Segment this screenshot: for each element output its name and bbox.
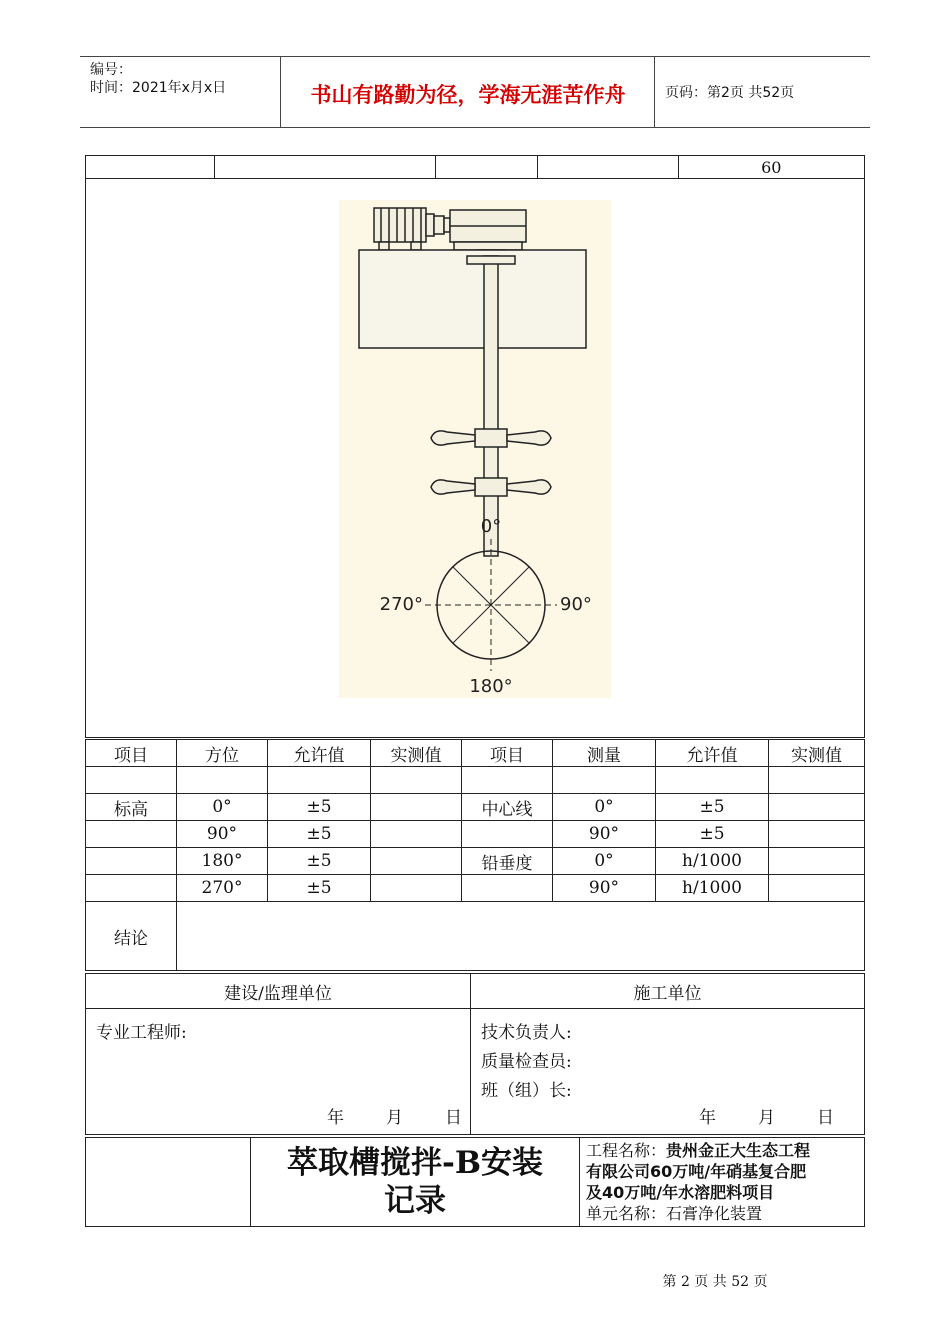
col-header: 项目 — [86, 740, 177, 767]
signature-table — [85, 973, 865, 1135]
contractor-signature-block — [471, 1009, 865, 1135]
angle-90-label: 90° — [560, 594, 592, 615]
title-block — [85, 1137, 865, 1227]
col-header: 实测值 — [769, 740, 865, 767]
angle-270-label: 270° — [379, 594, 423, 615]
col-header: 允许值 — [268, 740, 371, 767]
top-row — [86, 156, 865, 179]
measurement-table — [85, 739, 865, 971]
qc-label: 质量检查员: — [481, 1052, 572, 1072]
contractor-date: 年 月 日 — [699, 1108, 834, 1128]
col-header: 实测值 — [371, 740, 462, 767]
conclusion-field[interactable] — [177, 902, 865, 971]
conclusion-row — [86, 902, 865, 971]
doc-number-label: 编号： — [90, 62, 132, 78]
table-row: 标高 0° ±5 中心线 0° ±5 — [86, 794, 865, 821]
col-header: 允许值 — [656, 740, 769, 767]
header-motto: 书山有路勤为径，学海无涯苦作舟 — [310, 83, 626, 107]
doc-time-label: 时间：2021年x月x日 — [90, 80, 227, 96]
diagram-cell — [86, 179, 865, 738]
shaft — [484, 256, 498, 556]
owner-title: 建设/监理单位 — [86, 974, 471, 1009]
page-footer: 第 2 页 共 52 页 — [662, 1274, 768, 1290]
header-page-info: 页码：第2页 共52页 — [665, 85, 795, 101]
table-row: 90° ±5 90° ±5 — [86, 821, 865, 848]
table-header-row — [86, 740, 865, 767]
record-title: 萃取槽搅拌-B安装 记录 — [251, 1138, 580, 1227]
table-row: 180° ±5 铅垂度 0° h/1000 — [86, 848, 865, 875]
conclusion-label: 结论 — [86, 902, 177, 971]
col-header: 项目 — [462, 740, 553, 767]
drawing-table — [85, 155, 865, 738]
header-meta — [90, 61, 226, 97]
col-header: 测量 — [553, 740, 656, 767]
top-row-value: 60 — [678, 156, 865, 179]
table-row: 270° ±5 90° h/1000 — [86, 875, 865, 902]
team-lead-label: 班（组）长: — [481, 1081, 572, 1101]
owner-date: 年 月 日 — [327, 1108, 462, 1128]
agitator-diagram — [339, 200, 611, 698]
angle-0-label: 0° — [480, 516, 502, 537]
project-info: 工程名称：贵州金正大生态工程 有限公司60万吨/年硝基复合肥 及40万吨/年水溶肥料项目 单元名称：石膏净化装置 — [580, 1138, 865, 1227]
table-row — [86, 767, 865, 794]
contractor-title: 施工单位 — [471, 974, 865, 1009]
unit-name: 单元名称：石膏净化装置 — [586, 1204, 763, 1223]
col-header: 方位 — [177, 740, 268, 767]
tech-lead-label: 技术负责人: — [481, 1023, 572, 1043]
engineer-label: 专业工程师: — [96, 1023, 187, 1043]
angle-180-label: 180° — [469, 676, 513, 697]
page-header — [80, 56, 870, 128]
owner-signature-block — [86, 1009, 471, 1135]
